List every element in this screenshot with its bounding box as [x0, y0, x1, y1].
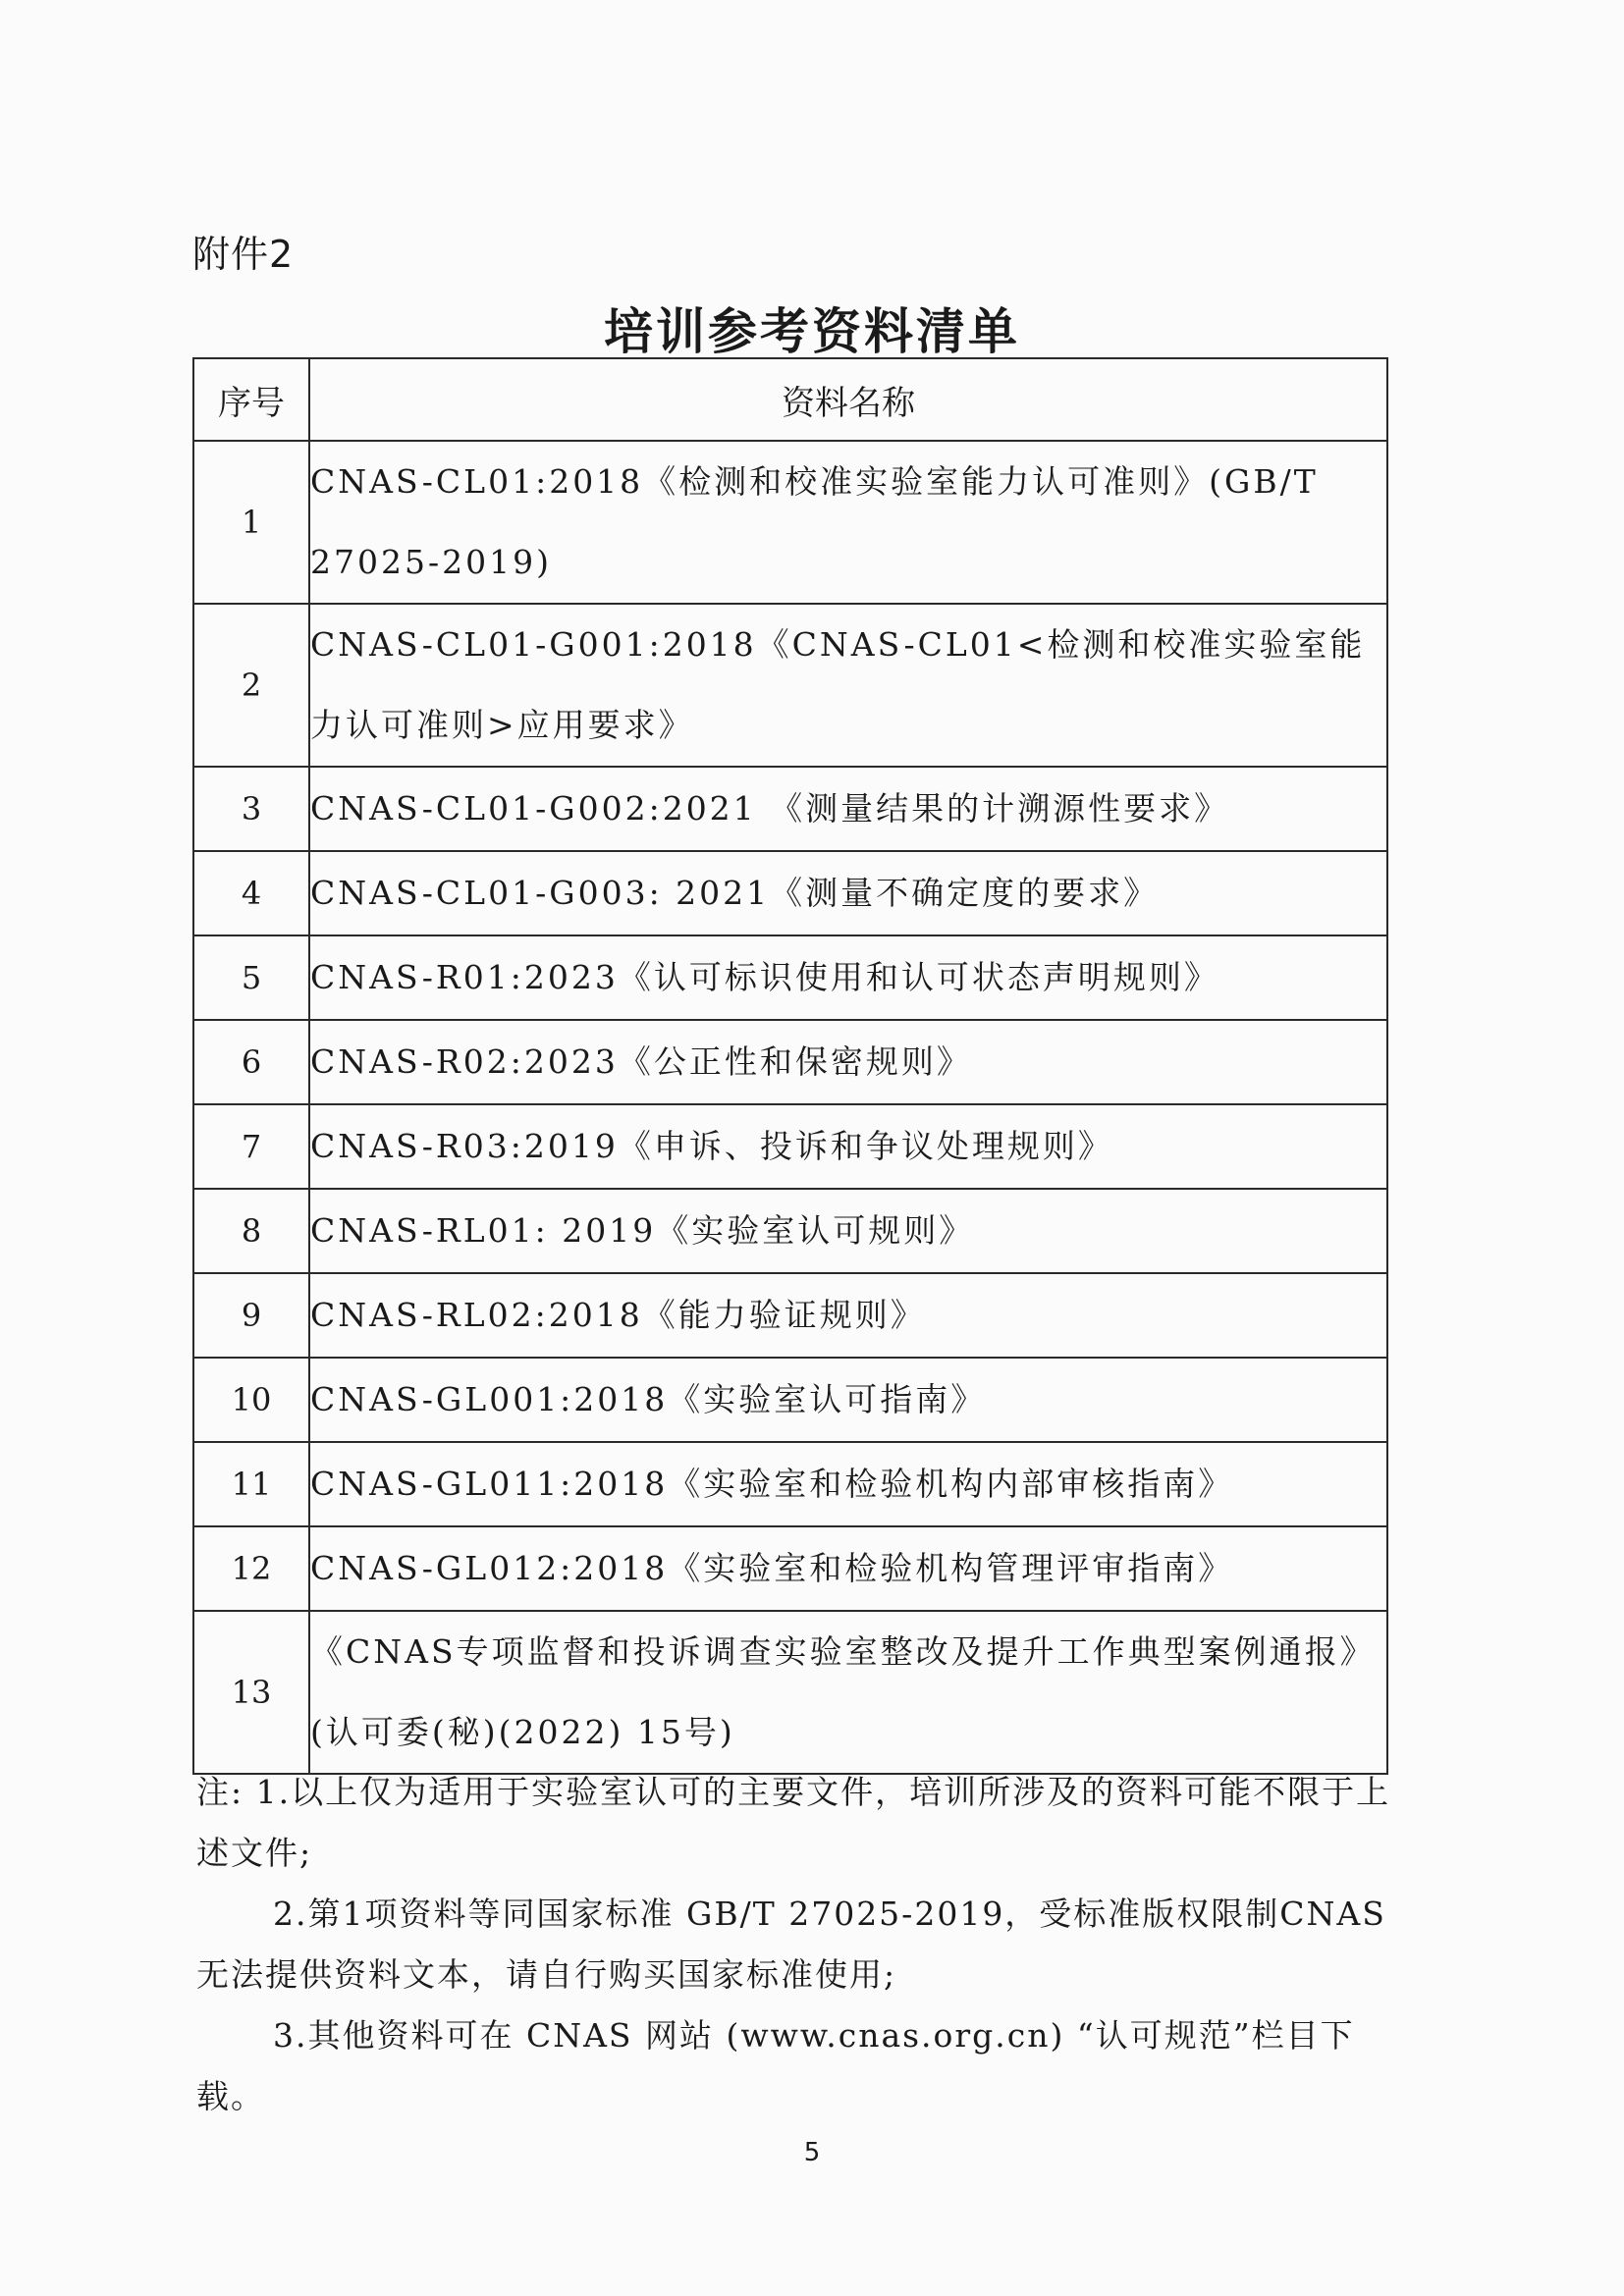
- header-material-name: 资料名称: [309, 358, 1387, 441]
- table-row: [193, 767, 1387, 851]
- table-row: [193, 1358, 1387, 1442]
- row-material-name: CNAS-GL011:2018《实验室和检验机构内部审核指南》: [309, 1442, 1387, 1526]
- table-row: [193, 604, 1387, 767]
- table-row: [193, 1104, 1387, 1189]
- row-material-name: 《CNAS专项监督和投诉调查实验室整改及提升工作典型案例通报》(认可委(秘)(2022) 15号): [309, 1611, 1387, 1774]
- row-material-name: CNAS-GL001:2018《实验室认可指南》: [309, 1358, 1387, 1442]
- attachment-label: 附件2: [192, 233, 295, 276]
- table-row: [193, 1526, 1387, 1611]
- table-row: [193, 851, 1387, 935]
- row-number: 5: [193, 935, 309, 1020]
- notes-section: [196, 1762, 1414, 2127]
- row-material-name: CNAS-CL01-G002:2021 《测量结果的计溯源性要求》: [309, 767, 1387, 851]
- row-number: 7: [193, 1104, 309, 1189]
- page-number: 5: [803, 2138, 821, 2167]
- row-number: 4: [193, 851, 309, 935]
- row-material-name: CNAS-R02:2023《公正性和保密规则》: [309, 1020, 1387, 1104]
- table-row: [193, 1273, 1387, 1358]
- note-3: 3.其他资料可在 CNAS 网站 (www.cnas.org.cn) “认可规范”栏目下载。: [196, 2016, 1355, 2115]
- row-material-name: CNAS-GL012:2018《实验室和检验机构管理评审指南》: [309, 1526, 1387, 1611]
- row-number: 13: [193, 1611, 309, 1774]
- row-number: 10: [193, 1358, 309, 1442]
- row-number: 3: [193, 767, 309, 851]
- note-1: 注: 1.以上仅为适用于实验室认可的主要文件，培训所涉及的资料可能不限于上述文件;: [196, 1773, 1391, 1872]
- table-row: [193, 441, 1387, 604]
- table-row: [193, 1020, 1387, 1104]
- reference-materials-table: [192, 357, 1388, 1775]
- row-material-name: CNAS-RL02:2018《能力验证规则》: [309, 1273, 1387, 1358]
- row-number: 6: [193, 1020, 309, 1104]
- row-material-name: CNAS-R03:2019《申诉、投诉和争议处理规则》: [309, 1104, 1387, 1189]
- row-number: 11: [193, 1442, 309, 1526]
- row-material-name: CNAS-CL01-G003: 2021《测量不确定度的要求》: [309, 851, 1387, 935]
- row-material-name: CNAS-CL01:2018《检测和校准实验室能力认可准则》(GB/T 27025-2019): [309, 441, 1387, 604]
- row-material-name: CNAS-CL01-G001:2018《CNAS-CL01<检测和校准实验室能力认可准则>应用要求》: [309, 604, 1387, 767]
- table-row: [193, 1611, 1387, 1774]
- row-material-name: CNAS-R01:2023《认可标识使用和认可状态声明规则》: [309, 935, 1387, 1020]
- note-2: 2.第1项资料等同国家标准 GB/T 27025-2019，受标准版权限制CNAS无法提供资料文本，请自行购买国家标准使用;: [196, 1895, 1386, 1994]
- row-number: 9: [193, 1273, 309, 1358]
- page-title: 培训参考资料清单: [604, 302, 1020, 360]
- table-header-row: [193, 358, 1387, 441]
- table-row: [193, 935, 1387, 1020]
- row-number: 12: [193, 1526, 309, 1611]
- table-row: [193, 1189, 1387, 1273]
- row-number: 2: [193, 604, 309, 767]
- row-number: 1: [193, 441, 309, 604]
- table-row: [193, 1442, 1387, 1526]
- row-material-name: CNAS-RL01: 2019《实验室认可规则》: [309, 1189, 1387, 1273]
- row-number: 8: [193, 1189, 309, 1273]
- header-serial-number: 序号: [193, 358, 309, 441]
